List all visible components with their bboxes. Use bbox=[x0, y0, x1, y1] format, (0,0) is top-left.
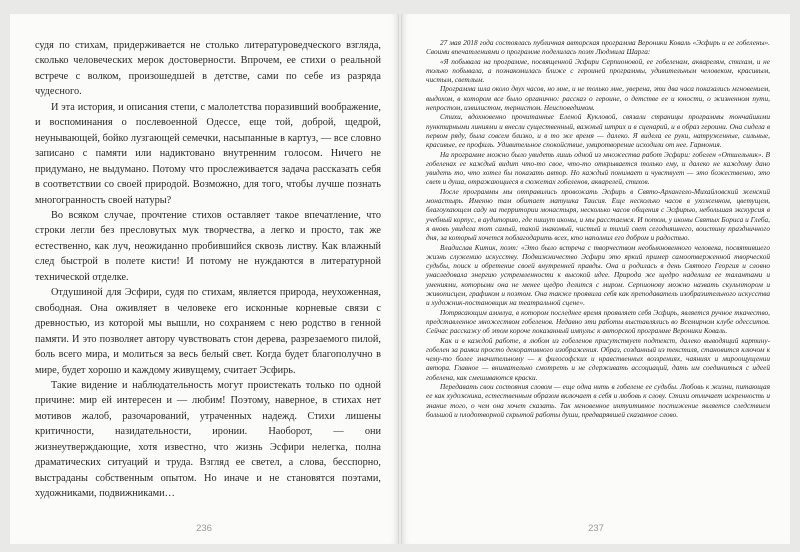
left-page bbox=[10, 14, 398, 544]
right-page-text bbox=[426, 38, 770, 419]
paragraph: судя по стихам, придерживается не столько литературоведческого взгляда, сколько человеческих мерок достоверности. Впрочем, ее стихи о реальной встрече с волком, произошедшей в детстве, сами по себе из разряда чудесного. bbox=[35, 40, 381, 98]
paragraph: 27 мая 2018 года состоялась публичная авторская программа Вероники Коваль «Эсфирь и ее гобелены». Своими впечатлениями о программе поделилась поэт Людмила Шарга: bbox=[426, 38, 770, 57]
paragraph: Владислав Китик, поэт: «Это было встреча с творчеством необыкновенного человека, посвятившего жизнь служению искусству. Подвижничество Эсфири это яркий пример самоотверженной творческой судьбы, поиск и обретение своей внутренней правды. Она и родилась в день Святого Георгия и словно унаследовала энергию устремленности к высокой идее. Природа же щедро наделила ее талантами и умениями, которыми она не менее щедро делится с миром. Серпионову можно назвать скульптором и живописцем, графиком и поэтом. Она также проявила себя как преподаватель изобразительного искусства и художник-постановщик на театральной сцене». bbox=[426, 242, 770, 308]
paragraph: И эта история, и описания степи, с малолетства поразивший воображение, и воспоминания о послевоенной Одессе, еще той, доброй, щедрой, неунывающей, бойко лузгающей семечки, насыпанные в картуз, — все словно записано с памяти или надиктовано внутренним голосом. Ничего не придумано, не выдумано. Потому что прослеживается задача рассказать себя в соответствии со своей природой. Возможно, для того, чтобы лучше познать многогранность своей натуры? bbox=[35, 101, 381, 206]
paragraph: Потрясающим аммлуа, в котором последнее время проявляет себя Эсфирь, является ручное ткачество, представленное множеством гобеленов. Недавно эти работы выставлялись во Всемирном клубе одесситов. Сейчас расскажу об этом короче показанный импульс к авторской программе Вероники Коваль. bbox=[426, 307, 770, 336]
left-page-text bbox=[35, 38, 381, 502]
paragraph: Как и в каждой работе, в любом из гобеленов присутствует подтекст, далеко выводящий картину-гобелен за рамки просто декоративного изображения. Образ, созданный из текстиля, становится ключом к чему-то более значительному — к философских и нравственных воззрениях, чаяниях и мироощущении автора. Главное — внимательно смотреть и не сдерживать ассоциаций, дать им соединиться с идеей гобелена, как смешиваются краски. bbox=[426, 335, 770, 382]
paragraph: На программе можно было увидеть лишь одной из множества работ Эсфири: гобелен «Отшельник». В гобеленах ее каждый видит что-то свое, что-то открывается только ему, и далеко не каждому дано увидеть то, что хотел бы показать автор. Но каждый понимает и чувствует — это божественно, это свет и душа, отражающиеся в сюжетах гобеленов, акварелей, стихов. bbox=[426, 149, 770, 187]
paragraph: Во всяком случае, прочтение стихов оставляет такое впечатление, что строки легли без пресловутых мук творчества, а легко и просто, так же естественно, как луч, неожиданно пробившийся сквозь листву. Как влажный след быстрой в полете кисти! И потому не нуждаются в литературной технической отделке. bbox=[35, 209, 381, 283]
paragraph: Отдушиной для Эсфири, судя по стихам, является природа, неухоженная, свободная. Она оживляет в человеке его исконные корневые связи с древностью, из которой мы вышли, но сохраняем с нею родство в генной памяти. И это позволяет автору чувствовать стон дерева, разрезаемого пилой, боль всего мира, и молиться за весь белый свет. Когда будет благополучно в мире, будет хорошо и каждому живущему, считает Эсфирь. bbox=[35, 287, 381, 376]
paragraph: Стихи, вдохновенно прочитанные Еленой Кукловой, связали страницы программы тончайшими пунктирными линиями и внесли существенный, важный штрих и в сценарий, и в образ героини. Она сидела в первом ряду, была совсем близко, и в то же время — далеко. Я видела ее руки, натруженные, сильные, красивые, ее профиль. Удивительное спокойствие, умиротворение исходили от нее. Гармония. bbox=[426, 112, 770, 150]
paragraph: После программы мы отправились провожать Эсфирь в Свято-Архангело-Михайловский женский монастырь. Именно там обитает матушка Таисия. Еще несколько часов в ухоженном, цветущем, благоухающем саду на территории монастыря, несколько часов общения с Эсфирью, небольшая экскурсия в учебный корпус, в аудиторию, где пишут иконы, и мы расстаемся. И потом, у иконы Святых Бориса и Глеба, я вновь увидела тот самый, такой знакомый, чистый и тихий свет сегодняшнего, воистину праздничного дня, за который хочется поблагодарить всех, кто наполнил его добром и радостью. bbox=[426, 186, 770, 243]
right-page bbox=[402, 14, 790, 544]
page-number: 236 bbox=[196, 523, 212, 534]
page-number: 237 bbox=[588, 523, 604, 534]
paragraph: Передавать свои состояния словом — еще одна нить в гобелене ее судьбы. Любовь к жизни, питающая ее как художника, естественным образом включает в себя и любовь к слову. Стихи отличает искренность и знание того, о чем она хочет сказать. Так мгновенное интуитивное постижение является следствием большой и плодотворной скрытой работы души, предварявшей сказанное слово. bbox=[426, 381, 770, 419]
paragraph: Программа шла около двух часов, но мне, и не только мне, уверена, эти два часа показались мгновением, выдохом, в котором все было органично: рассказ о героине, о детстве ее и юности, о жизненном пути, непростом, извилистом, тернистом. Неисповедимом. bbox=[426, 84, 770, 113]
paragraph: Такие видение и наблюдательность могут проистекать только по одной причине: мир ей интересен и — любим! Поэтому, наверное, в стихах нет мотивов жалоб, разочарований, утраченных надежд. Стихи лишены критичности, назидательности, иронии. Наоборот, — они жизнеутверждающие, хотя известно, что жизнь Эсфири нелегка, полна драматических ситуаций и труда. Взгляд ее светел, а слова, бесспорно, выстраданы собственным опытом. Но иначе и не становятся поэтами, художниками, подвижниками… bbox=[35, 379, 381, 500]
paragraph: «Я побывала на программе, посвященной Эсфири Серпионовой, ее гобеленам, акварелям, стихам, и не только побывала, а познакомилась ближе с героиней программы, удивительным человеком, красивым, чистым, светлым. bbox=[426, 56, 770, 85]
